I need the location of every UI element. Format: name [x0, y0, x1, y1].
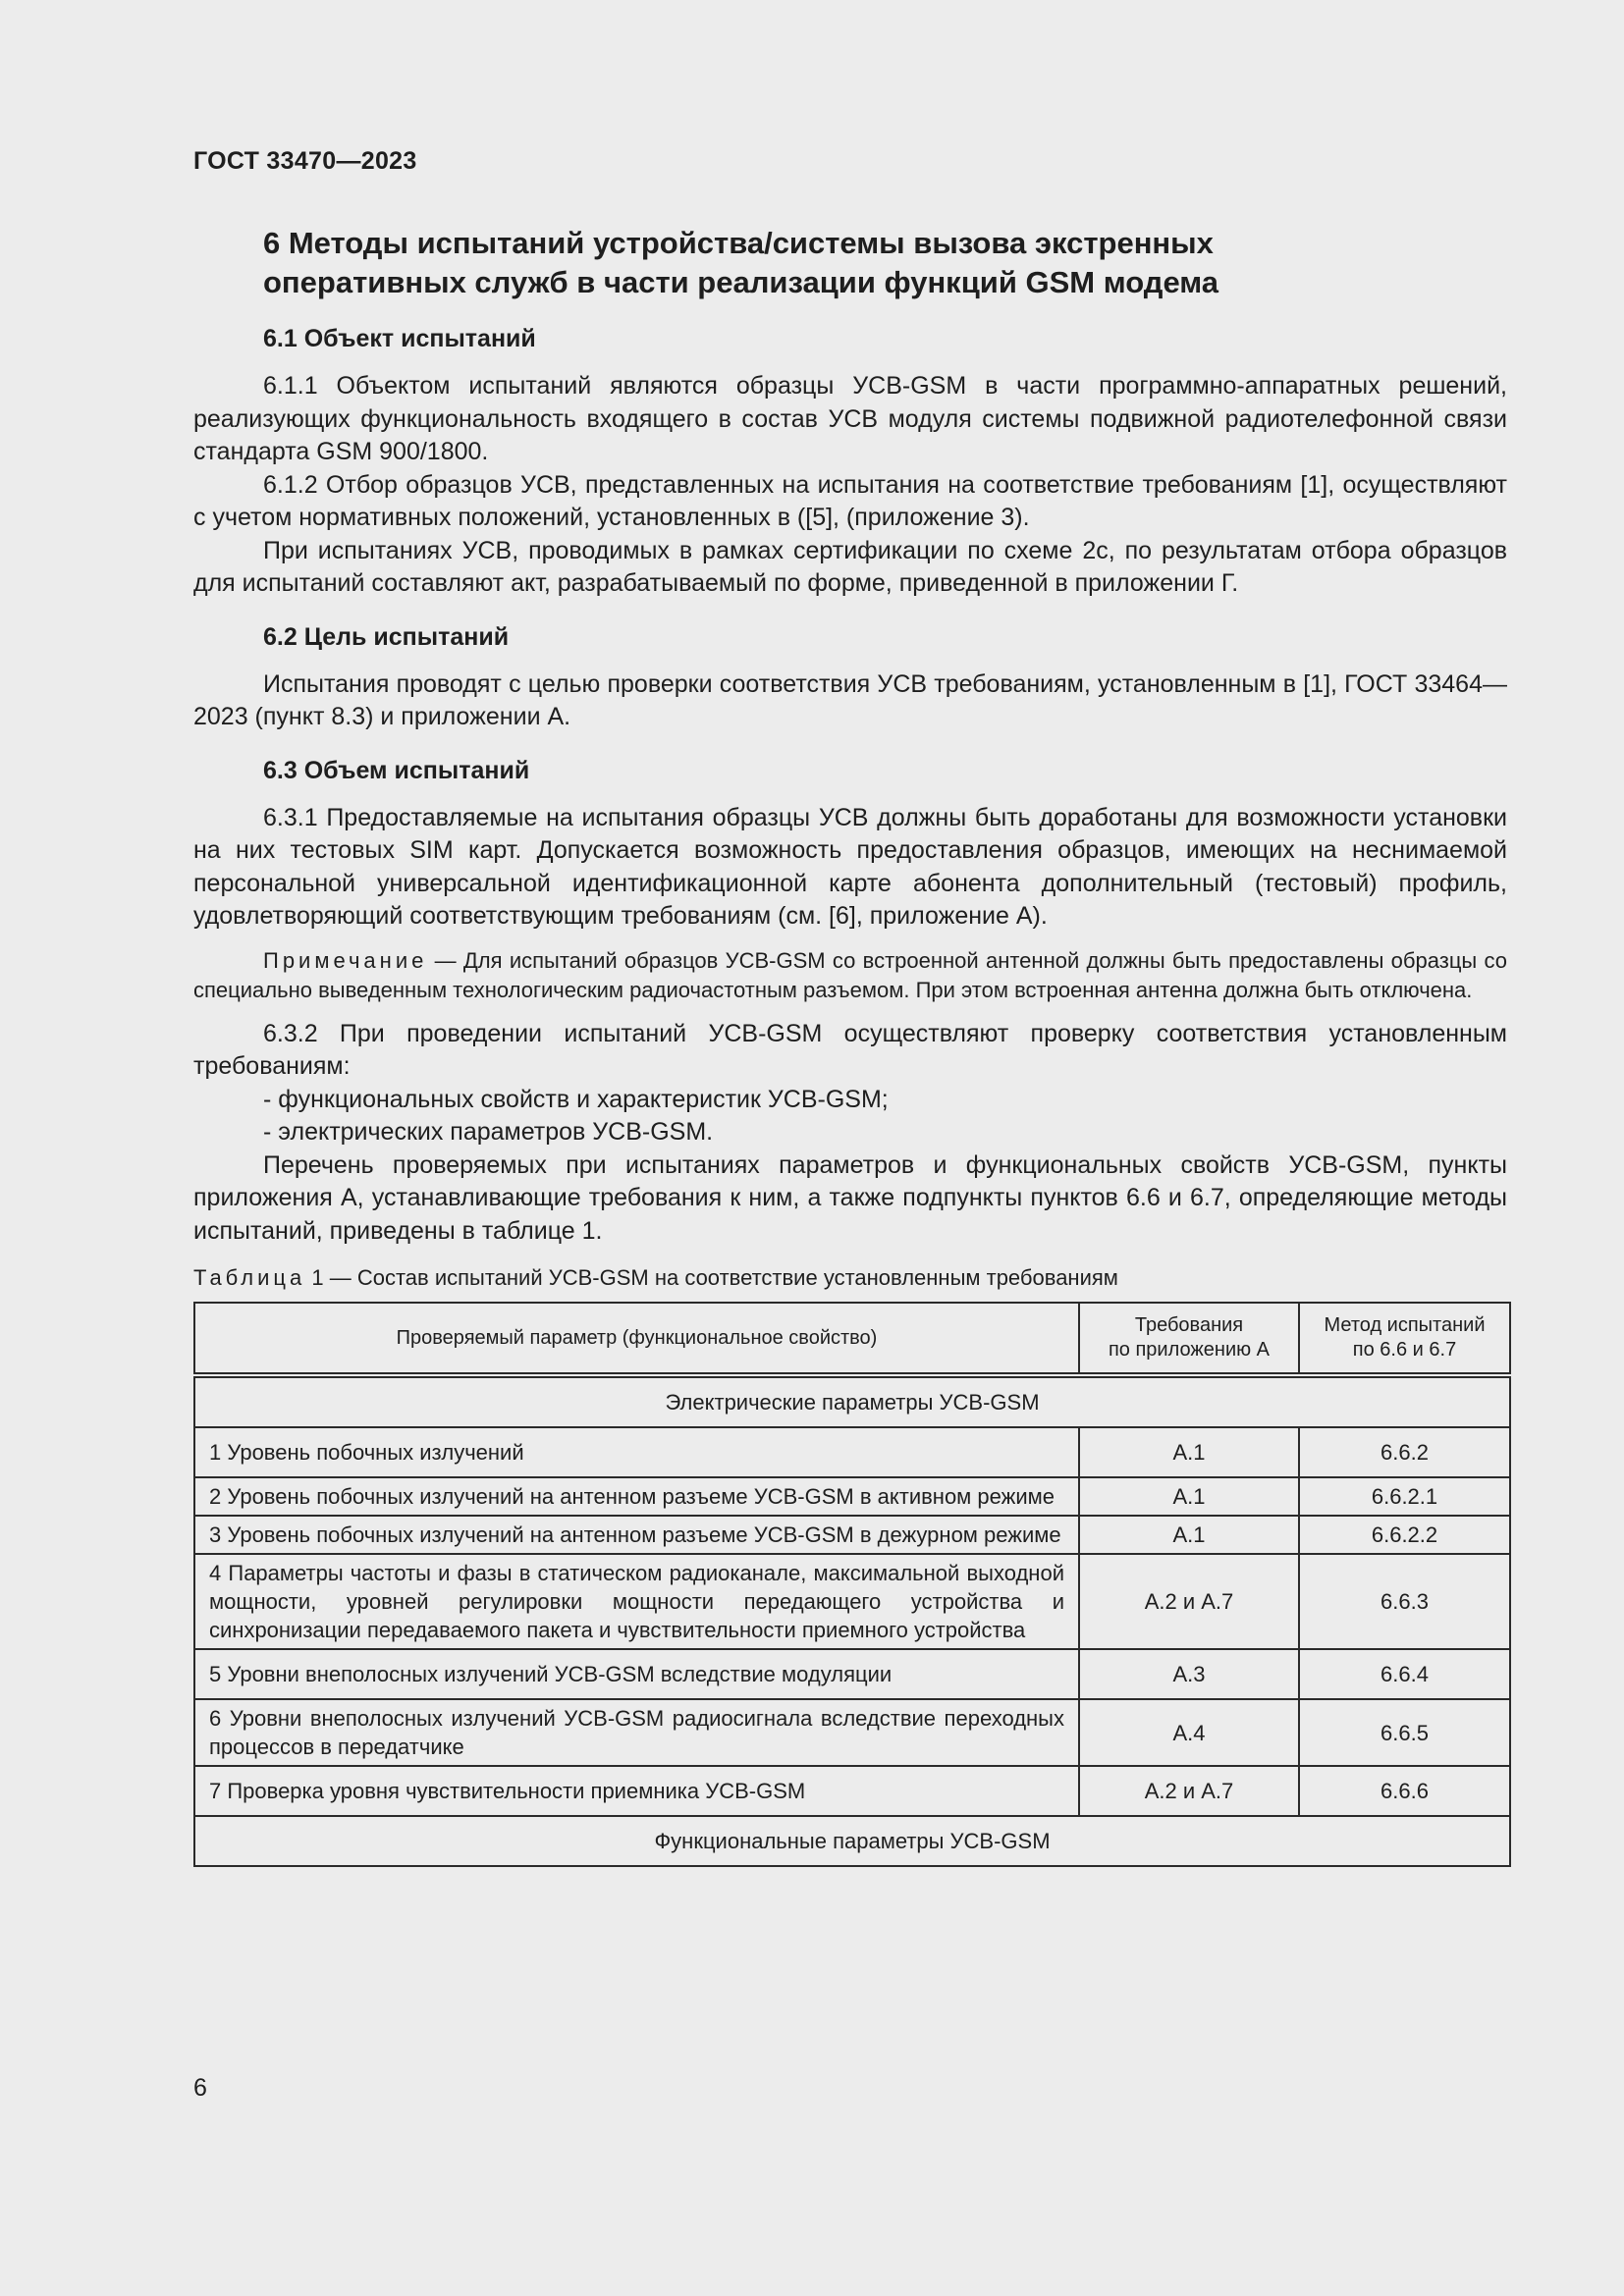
row-req: А.1 — [1079, 1516, 1299, 1554]
row-param: 1 Уровень побочных излучений — [194, 1427, 1079, 1477]
row-method: 6.6.3 — [1299, 1554, 1510, 1649]
row-req: А.4 — [1079, 1699, 1299, 1766]
heading-6-2: 6.2 Цель испытаний — [263, 622, 510, 651]
table-caption — [193, 1263, 1507, 1293]
test-composition-table — [193, 1302, 1511, 1867]
header-method-line2: по 6.6 и 6.7 — [1352, 1339, 1457, 1361]
header-param: Проверяемый параметр (функциональное свойство) — [194, 1303, 1079, 1375]
table-row — [194, 1766, 1510, 1816]
row-req: А.3 — [1079, 1649, 1299, 1699]
row-method: 6.6.2.2 — [1299, 1516, 1510, 1554]
table-row — [194, 1554, 1510, 1649]
page-number: 6 — [193, 2074, 207, 2102]
paragraph-6-1-3: При испытаниях УСВ, проводимых в рамках сертификации по схеме 2с, по результатам отбора образцов для испытаний составляют акт, разрабатываемый по форме, приведенной в приложении Г. — [193, 536, 1507, 597]
row-method: 6.6.2.1 — [1299, 1477, 1510, 1516]
table-row — [194, 1477, 1510, 1516]
paragraph-6-2: Испытания проводят с целью проверки соответствия УСВ требованиям, установленным в [1], ГОСТ 33464—2023 (пункт 8.3) и приложении А. — [193, 669, 1507, 730]
header-req-line1: Требования — [1134, 1314, 1244, 1336]
table-row — [194, 1516, 1510, 1554]
paragraph-6-3-1: 6.3.1 Предоставляемые на испытания образцы УСВ должны быть доработаны для возможности установки на них тестовых SIM карт. Допускается возможность предоставления образцов, имеющих на неснимаемой персональной универсальной идентификационной карте абонента дополнительный (тестовый) профиль, удовлетворяющий соответствующим требованиям (см. [6], приложение А). — [193, 803, 1507, 930]
requirements-list — [193, 1084, 1507, 1149]
table-row — [194, 1649, 1510, 1699]
row-method: 6.6.4 — [1299, 1649, 1510, 1699]
row-param: 7 Проверка уровня чувствительности приемника УСВ-GSM — [194, 1766, 1079, 1816]
row-param: 2 Уровень побочных излучений на антенном разъеме УСВ-GSM в активном режиме — [194, 1477, 1079, 1516]
paragraph-6-1-2: 6.1.2 Отбор образцов УСВ, представленных на испытания на соответствие требованиям [1], осуществляют с учетом нормативных положений, установленных в ([5], (приложение 3). — [193, 470, 1507, 531]
row-param: 6 Уровни внеполосных излучений УСВ-GSM радиосигнала вследствие переходных процессов в передатчике — [194, 1699, 1079, 1766]
header-requirements — [1079, 1303, 1299, 1375]
section-functional: Функциональные параметры УСВ-GSM — [194, 1816, 1510, 1866]
row-param: 3 Уровень побочных излучений на антенном разъеме УСВ-GSM в дежурном режиме — [194, 1516, 1079, 1554]
note — [193, 946, 1507, 1005]
section-title — [263, 224, 1507, 302]
header-method — [1299, 1303, 1510, 1375]
row-req: А.2 и А.7 — [1079, 1554, 1299, 1649]
table-row — [194, 1699, 1510, 1766]
section-title-line1: 6 Методы испытаний устройства/системы вызова экстренных — [263, 226, 1214, 260]
row-method: 6.6.2 — [1299, 1427, 1510, 1477]
page-content — [193, 224, 1507, 1867]
section-electrical: Электрические параметры УСВ-GSM — [194, 1375, 1510, 1427]
note-label: Примечание — [263, 947, 428, 973]
table-caption-text: 1 — Состав испытаний УСВ-GSM на соответствие установленным требованиям — [305, 1265, 1118, 1290]
section-title-line2: оперативных служб в части реализации функций GSM модема — [263, 265, 1219, 299]
table-section-row — [194, 1816, 1510, 1866]
heading-6-3: 6.3 Объем испытаний — [263, 756, 530, 784]
note-text: — Для испытаний образцов УСВ-GSM со встроенной антенной должны быть предоставлены образцы со специально выведенным технологическим радиочастотным разъемом. При этом встроенная антенна должна быть отключена. — [193, 947, 1507, 1002]
header-req-line2: по приложению А — [1108, 1339, 1271, 1361]
row-req: А.1 — [1079, 1477, 1299, 1516]
row-req: А.2 и А.7 — [1079, 1766, 1299, 1816]
row-req: А.1 — [1079, 1427, 1299, 1477]
header-method-line1: Метод испытаний — [1324, 1314, 1486, 1336]
heading-6-1: 6.1 Объект испытаний — [263, 325, 536, 352]
list-item: - функциональных свойств и характеристик УСВ-GSM; — [193, 1084, 1507, 1117]
table-section-row — [194, 1375, 1510, 1427]
row-param: 5 Уровни внеполосных излучений УСВ-GSM вследствие модуляции — [194, 1649, 1079, 1699]
paragraph-6-3-2: 6.3.2 При проведении испытаний УСВ-GSM осуществляют проверку соответствия установленным требованиям: — [193, 1019, 1507, 1080]
paragraph-6-3-3: Перечень проверяемых при испытаниях параметров и функциональных свойств УСВ-GSM, пункты приложения А, устанавливающие требования к ним, а также подпункты пунктов 6.6 и 6.7, определяющие методы испытаний, приведены в таблице 1. — [193, 1150, 1507, 1245]
list-item: - электрических параметров УСВ-GSM. — [193, 1116, 1507, 1149]
table-header-row — [194, 1303, 1510, 1375]
row-method: 6.6.5 — [1299, 1699, 1510, 1766]
document-code: ГОСТ 33470—2023 — [193, 147, 417, 175]
table-caption-label: Таблица — [193, 1265, 306, 1290]
paragraph-6-1-1: 6.1.1 Объектом испытаний являются образцы УСВ-GSM в части программно-аппаратных решений, реализующих функциональность входящего в состав УСВ модуля системы подвижной радиотелефонной связи стандарта GSM 900/1800. — [193, 372, 1507, 465]
row-param: 4 Параметры частоты и фазы в статическом радиоканале, максимальной выходной мощности, уровней регулировки мощности передающего устройства и синхронизации передаваемого пакета и чувствительности приемного устройства — [194, 1554, 1079, 1649]
row-method: 6.6.6 — [1299, 1766, 1510, 1816]
table-row — [194, 1427, 1510, 1477]
